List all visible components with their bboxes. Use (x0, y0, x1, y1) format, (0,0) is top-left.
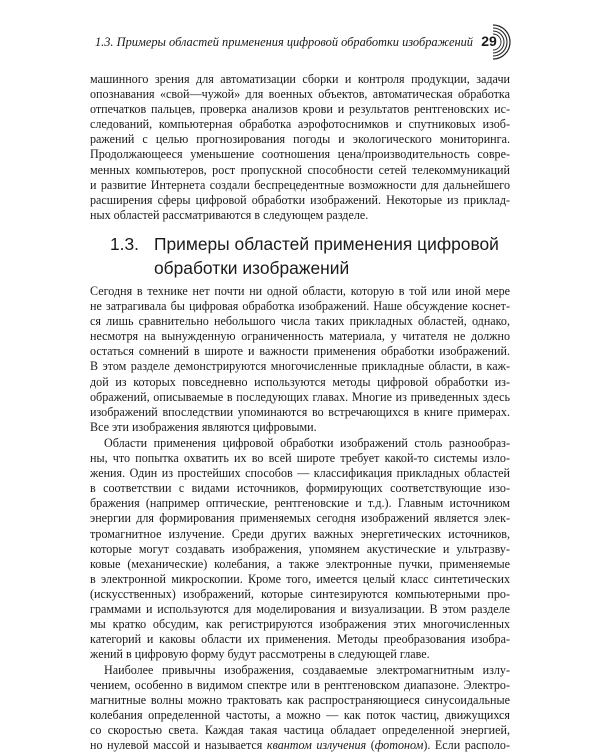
text-line: ны, что попытка охватить их во всей широте требует какой-то системы изло- (90, 451, 510, 466)
text-line: Все эти изображения являются цифровыми. (90, 419, 317, 434)
text-line: (искусственных) изображений, которые синтезируются компьютерными про- (90, 586, 510, 601)
text-line: несмотря на вынужденную ограниченность материала, у читателя не должно (90, 329, 510, 344)
page-number-badge (476, 22, 516, 62)
text-line: В этом разделе демонстрируются многочисленные прикладные области, в каж- (90, 359, 510, 374)
term-quantum: квантом излучения (266, 738, 367, 753)
text-line: следований, компьютерная обработка аэрофотоснимков и спутниковых изоб- (90, 117, 510, 132)
paragraph-overview (90, 284, 510, 435)
text-line: жений в цифровую форму будут рассмотрены в следующей главе. (90, 647, 430, 662)
paragraph-intro-continuation (90, 72, 510, 223)
text-line: чением, особенно в видимом спектре или в рентгеновском диапазоне. Электро- (90, 678, 510, 693)
text-line: Продолжающееся уменьшение соотношения цена/производительность совре- (90, 147, 510, 162)
page-number: 29 (481, 33, 497, 49)
text-line: Наиболее привычны изображения, создаваемые электромагнитным излу- (104, 663, 510, 677)
running-head: 1.3. Примеры областей применения цифровой обработки изображений (94, 35, 473, 49)
section-title-line-2: обработки изображений (154, 258, 350, 278)
text-line: со скоростью света. Каждая такая частица обладает определенной энергией, (90, 723, 510, 738)
text-line: бражения (например оптические, рентгеновские и т.д.). Главным источником (90, 496, 510, 511)
section-number: 1.3. (110, 234, 140, 254)
text-line: остаться сомнений в широте и важности применения обработки изображений. (90, 344, 510, 359)
text-fragment: но нулевой массой и называется (90, 738, 267, 753)
section-title-line-1: Примеры областей применения цифровой (154, 234, 499, 254)
text-fragment: ( (366, 738, 375, 753)
text-line: магнитные волны можно трактовать как распространяющиеся синусоидальные (90, 693, 510, 708)
text-line: категорий и каковы области их применения. Методы преобразования изобра- (90, 632, 510, 647)
text-line: ковые (механические) колебания, а также электронные пучки, применяемые (90, 556, 510, 571)
text-line: в соответствии с видами источников, формирующих соответствующие изо- (90, 481, 510, 496)
text-line (90, 738, 510, 753)
text-line: ных областей рассматриваются в следующем разделе. (90, 207, 369, 222)
text-line: которые могут создавать изображения, упомянем акустические и ультразву- (90, 541, 510, 556)
text-line: тромагнитное излучение. Среди других важных энергетических источников, (90, 526, 510, 541)
term-photon: фотоном (374, 738, 424, 753)
text-line: и развитие Интернета создали беспрецедентные возможности для дальнейшего (90, 177, 510, 192)
text-line: не затрагивала бы цифровая обработка изображений. Наше обсуждение коснет- (90, 299, 510, 314)
text-line: ражений с целью прогнозирования погоды и экологического мониторинга. (90, 132, 510, 147)
text-line: дой из которых повседневно используются методы цифровой обработки из- (90, 374, 510, 389)
text-line: энергии для формирования применяемых сегодня изображений является элек- (90, 511, 510, 526)
text-line: граммами и используются для моделирования и визуализации. В этом разделе (90, 602, 510, 617)
text-fragment: ). Если располо- (423, 738, 510, 753)
text-line: машинного зрения для автоматизации сборки и контроля продукции, задачи (90, 72, 510, 86)
text-line: ся лишь сравнительно небольшого числа таких прикладных областей, однако, (90, 314, 510, 329)
text-line: менных компьютеров, рост пропускной способности сетей телекоммуникаций (90, 162, 510, 177)
text-line: изображений впоследствии упоминаются во встречающихся в книге примерах. (90, 404, 510, 419)
text-line: мы кратко обсудим, как регистрируются изображения этих многочисленных (90, 617, 510, 632)
section-heading (110, 232, 510, 280)
text-line: расширения сферы цифровой обработки изображений. Некоторые из приклад- (90, 192, 510, 207)
text-line: опознавания «свой—чужой» для военных объектов, автоматическая обработка (90, 87, 510, 102)
text-line: отпечатков пальцев, проверка анализов крови и результатов рентгеновских ис- (90, 102, 510, 117)
paragraph-classification (90, 436, 510, 662)
paragraph-electromagnetic (90, 663, 510, 754)
text-line: Области применения цифровой обработки изображений столь разнообраз- (104, 436, 510, 450)
text-line: колебания определенной частоты, а можно — как поток частиц, движущихся (90, 708, 510, 723)
text-line: в электронной микроскопии. Кроме того, имеется целый класс синтетических (90, 571, 510, 586)
text-line: ображений, описываемые в последующих главах. Многие из приведенных здесь (90, 389, 510, 404)
text-line: Сегодня в технике нет почти ни одной области, которую в той или иной мере (90, 284, 510, 298)
text-line: жения. Один из простейших способов — классификация прикладных областей (90, 466, 510, 481)
